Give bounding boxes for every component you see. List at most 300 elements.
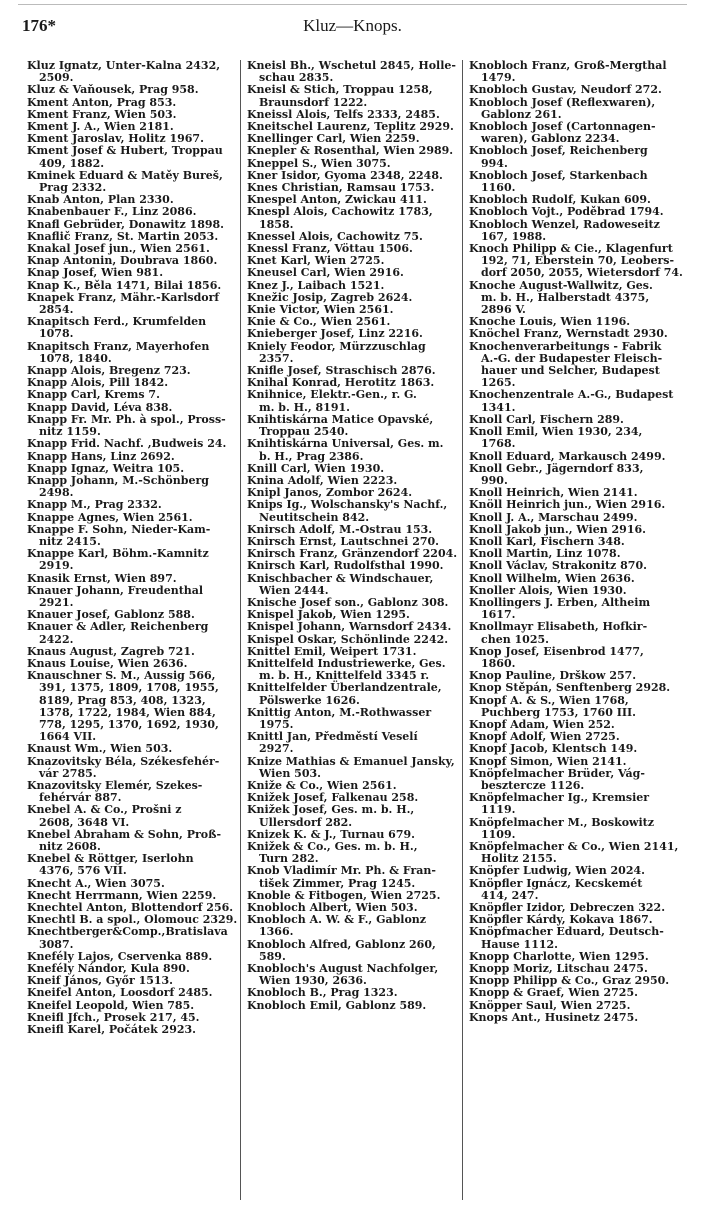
directory-entry xyxy=(27,341,235,365)
entry-line: Knittelfeld Industriewerke, Ges. xyxy=(247,656,446,670)
page-title: Kluz—Knops. xyxy=(303,16,402,35)
directory-entry xyxy=(469,97,683,121)
entry-line: Troppau 2540. xyxy=(259,425,349,439)
directory-entry xyxy=(469,206,683,218)
directory-entry xyxy=(469,145,683,169)
entry-line: Knochenzentrale A.-G., Budapest xyxy=(469,388,674,402)
directory-entry xyxy=(469,817,683,841)
entry-line: Knapitsch Ferd., Krumfelden xyxy=(27,315,207,329)
directory-entry xyxy=(247,328,457,340)
entry-line: Knobloch's August Nachfolger, xyxy=(247,962,439,976)
directory-entry xyxy=(469,1012,683,1024)
entry-line: 1078, 1840. xyxy=(39,351,112,365)
entry-line: Knapp Carl, Krems 7. xyxy=(27,388,160,402)
entry-line: 2919. xyxy=(39,559,74,573)
directory-entry xyxy=(27,219,235,231)
entry-line: Knapp Frid. Nachf. ,Budweis 24. xyxy=(27,437,227,451)
entry-line: Knauer Johann, Freudenthal xyxy=(27,583,204,597)
entry-line: 2498. xyxy=(39,486,74,500)
entry-line: Neutitschein 842. xyxy=(259,510,370,524)
column-divider xyxy=(462,60,463,1200)
entry-line: Hause 1112. xyxy=(481,937,558,951)
entry-line: Knihtiskárna Matice Opavské, xyxy=(247,412,434,426)
entry-line: Knill Carl, Wien 1930. xyxy=(247,461,385,475)
entry-line: Knihnice, Elektr.-Gen., r. G. xyxy=(247,388,417,402)
entry-line: Pölswerke 1626. xyxy=(259,693,360,707)
directory-entry xyxy=(247,389,457,413)
entry-line: Wien 503. xyxy=(259,766,321,780)
directory-entry xyxy=(27,853,235,877)
entry-line: Knöpfelmacher M., Boskowitz xyxy=(469,815,655,829)
entry-line: Knez J., Laibach 1521. xyxy=(247,278,385,292)
entry-line: Knob Vladimír Mr. Ph. & Fran- xyxy=(247,864,436,878)
column-divider xyxy=(240,60,241,1200)
entry-line: Ullersdorf 282. xyxy=(259,815,353,829)
directory-entry xyxy=(469,695,683,719)
entry-line: Knapp Johann, M.-Schönberg xyxy=(27,473,209,487)
entry-line: Knet Karl, Wien 2725. xyxy=(247,254,385,268)
entry-line: Knoll Václav, Strakonitz 870. xyxy=(469,559,647,573)
entry-line: Knieberger Josef, Linz 2216. xyxy=(247,327,423,341)
entry-line: Kner Isidor, Gyoma 2348, 2248. xyxy=(247,168,443,182)
entry-line: Kment Josef & Hubert, Troppau xyxy=(27,144,223,158)
directory-entry xyxy=(27,292,235,316)
directory-entry xyxy=(27,670,235,743)
directory-entry xyxy=(469,389,683,413)
entry-line: Knaus Louise, Wien 2636. xyxy=(27,656,188,670)
entry-line: Knechtel Anton, Blottendorf 256. xyxy=(27,901,234,915)
entry-line: dorf 2050, 2055, Wietersdorf 74. xyxy=(481,266,683,280)
entry-line: Knina Adolf, Wien 2223. xyxy=(247,473,398,487)
entry-line: Knie & Co., Wien 2561. xyxy=(247,315,391,329)
directory-entry xyxy=(469,573,683,585)
entry-line: Knoche Louis, Wien 1196. xyxy=(469,315,631,329)
directory-entry xyxy=(247,573,457,597)
directory-entry xyxy=(247,84,457,108)
entry-line: 2608, 3648 VI. xyxy=(39,815,130,829)
entry-line: Knobloch Josef (Reflexwaren), xyxy=(469,95,656,109)
directory-entry xyxy=(247,414,457,438)
directory-entry xyxy=(469,597,683,621)
entry-line: 1860. xyxy=(481,656,516,670)
entry-line: Kment J. A., Wien 2181. xyxy=(27,120,174,134)
directory-entry xyxy=(27,316,235,340)
entry-line: 409, 1882. xyxy=(39,156,105,170)
entry-line: Knobloch Albert, Wien 503. xyxy=(247,901,418,915)
entry-line: Knapp Alois, Bregenz 723. xyxy=(27,364,191,378)
entry-line: 391, 1375, 1809, 1708, 1955, xyxy=(39,681,219,695)
entry-line: Knobloch Wenzel, Radoweseitz xyxy=(469,217,660,231)
directory-entry xyxy=(27,878,235,890)
directory-entry xyxy=(27,451,235,463)
directory-entry xyxy=(27,414,235,438)
entry-line: Knauer Josef, Gablonz 588. xyxy=(27,608,195,622)
directory-entry xyxy=(247,438,457,462)
entry-line: Knittelfelder Überlandzentrale, xyxy=(247,681,442,695)
entry-line: Knobloch Josef, Starkenbach xyxy=(469,168,648,182)
entry-line: Knobloch A. W. & F., Gablonz xyxy=(247,913,427,927)
entry-line: 1664 VII. xyxy=(39,730,97,744)
entry-line: 778, 1295, 1370, 1692, 1930, xyxy=(39,717,219,731)
entry-line: Knebel & Röttger, Iserlohn xyxy=(27,852,194,866)
entry-line: Knižek Josef, Ges. m. b. H., xyxy=(247,803,415,817)
directory-entry xyxy=(469,463,683,487)
entry-line: Knapp M., Prag 2332. xyxy=(27,498,162,512)
entry-line: Knoll Martin, Linz 1078. xyxy=(469,547,621,561)
entry-line: 4376, 576 VII. xyxy=(39,864,127,878)
directory-entry xyxy=(27,499,235,511)
directory-entry xyxy=(247,987,457,999)
entry-line: Knapitsch Franz, Mayerhofen xyxy=(27,339,210,353)
entry-line: fehérvár 887. xyxy=(39,791,122,805)
entry-line: Knoll Karl, Fischern 348. xyxy=(469,534,625,548)
entry-line: Knollingers J. Erben, Altheim xyxy=(469,595,651,609)
directory-entry xyxy=(27,84,235,96)
entry-line: Knihtiskárna Universal, Ges. m. xyxy=(247,437,444,451)
entry-line: Knobloch Gustav, Neudorf 272. xyxy=(469,83,662,97)
entry-line: Knöpfelmacher & Co., Wien 2141, xyxy=(469,840,679,853)
entry-line: Knoll Eduard, Markausch 2499. xyxy=(469,449,666,463)
entry-line: schau 2835. xyxy=(259,71,334,85)
entry-line: 1109. xyxy=(481,827,516,841)
entry-line: Knips Ig., Wolschansky's Nachf., xyxy=(247,498,448,512)
entry-line: nitz 1159. xyxy=(39,425,101,439)
entry-line: Knapp Alois, Pill 1842. xyxy=(27,376,169,390)
entry-line: Kment Anton, Prag 853. xyxy=(27,95,177,109)
entry-line: Knöpfler Ignácz, Kecskemét xyxy=(469,876,643,890)
entry-line: Holitz 2155. xyxy=(481,852,557,866)
directory-entry xyxy=(27,987,235,999)
entry-line: Knapp Fr. Mr. Ph. à spol., Pross- xyxy=(27,412,226,426)
entry-line: Knaflič Franz, St. Martin 2053. xyxy=(27,229,219,243)
directory-entry xyxy=(27,585,235,609)
directory-entry xyxy=(247,634,457,646)
entry-line: 414, 247. xyxy=(481,888,539,902)
entry-line: Knittig Anton, M.-Rothwasser xyxy=(247,705,432,719)
directory-entry xyxy=(27,524,235,548)
entry-line: Kneisl & Stich, Troppau 1258, xyxy=(247,83,433,97)
entry-line: Knirsch Karl, Rudolfsthal 1990. xyxy=(247,559,444,573)
directory-entry xyxy=(247,621,457,633)
entry-line: Puchberg 1753, 1760 III. xyxy=(481,705,636,719)
entry-line: Knasik Ernst, Wien 897. xyxy=(27,571,177,585)
directory-entry xyxy=(27,475,235,499)
entry-line: Knazovitsky Elemér, Szekes- xyxy=(27,778,203,792)
directory-entry xyxy=(469,84,683,96)
directory-entry xyxy=(247,841,457,865)
entry-line: Knauschner S. M., Aussig 566, xyxy=(27,669,216,683)
entry-line: Kment Franz, Wien 503. xyxy=(27,107,177,121)
directory-entry xyxy=(247,804,457,828)
entry-line: Kneifel Anton, Loosdorf 2485. xyxy=(27,986,213,1000)
directory-entry xyxy=(27,829,235,853)
directory-entry xyxy=(27,97,235,109)
entry-line: Knoll Carl, Fischern 289. xyxy=(469,412,624,426)
entry-line: Knechtberger&Comp.,Bratislava xyxy=(27,925,228,939)
entry-line: Knochenverarbeitungs - Fabrik xyxy=(469,339,662,353)
entry-line: Knoll Gebr., Jägerndorf 833, xyxy=(469,461,644,475)
entry-line: 1078. xyxy=(39,327,74,341)
entry-line: Knes Christian, Ramsau 1753. xyxy=(247,181,435,195)
entry-line: 2509. xyxy=(39,71,74,85)
entry-line: Knittel Emil, Weipert 1731. xyxy=(247,644,417,658)
directory-entry xyxy=(247,865,457,889)
entry-line: Knobloch Emil, Gablonz 589. xyxy=(247,998,427,1012)
entry-line: Knop Stěpán, Senftenberg 2928. xyxy=(469,681,671,695)
entry-line: Knespl Alois, Cachowitz 1783, xyxy=(247,205,433,219)
entry-line: 1341. xyxy=(481,400,516,414)
entry-line: Kneitschel Laurenz, Teplitz 2929. xyxy=(247,120,454,134)
entry-line: 8189, Prag 853, 408, 1323, xyxy=(39,693,206,707)
directory-entry xyxy=(469,792,683,816)
directory-entry xyxy=(27,267,235,279)
entry-line: nitz 2415. xyxy=(39,534,101,548)
entry-line: Knaust Wm., Wien 503. xyxy=(27,742,173,756)
entry-line: Knežic Josip, Zagreb 2624. xyxy=(247,290,413,304)
entry-line: 192, 71, Eberstein 70, Leobers- xyxy=(481,254,675,268)
directory-entry xyxy=(469,560,683,572)
directory-entry xyxy=(27,804,235,828)
directory-entry xyxy=(247,731,457,755)
entry-line: Kneifel Leopold, Wien 785. xyxy=(27,998,195,1012)
entry-line: Knakal Josef jun., Wien 2561. xyxy=(27,242,210,256)
entry-line: Knapp David, Léva 838. xyxy=(27,400,173,414)
directory-entry xyxy=(247,756,457,780)
entry-line: Knap K., Běla 1471, Bilai 1856. xyxy=(27,278,222,292)
directory-entry xyxy=(469,743,683,755)
directory-entry xyxy=(469,646,683,670)
directory-entry xyxy=(247,707,457,731)
directory-entry xyxy=(27,438,235,450)
entry-line: Knappe Agnes, Wien 2561. xyxy=(27,510,193,524)
entry-line: Knessel Alois, Cachowitz 75. xyxy=(247,229,423,243)
directory-entry xyxy=(469,219,683,243)
directory-entry xyxy=(27,60,235,84)
directory-entry xyxy=(469,243,683,280)
directory-entry xyxy=(27,548,235,572)
directory-entry xyxy=(469,451,683,463)
top-rule xyxy=(18,4,687,5)
entry-line: Kneif János, Győr 1513. xyxy=(27,974,174,988)
directory-column-left xyxy=(27,59,238,1037)
entry-line: Knispel Johann, Warnsdorf 2434. xyxy=(247,620,452,634)
directory-entry xyxy=(247,341,457,365)
directory-entry xyxy=(247,963,457,987)
directory-entry xyxy=(469,756,683,768)
entry-line: b. H., Prag 2386. xyxy=(259,449,364,463)
entry-line: Knöpfler Kárdy, Kokava 1867. xyxy=(469,913,653,927)
page-number: 176* xyxy=(22,16,56,35)
entry-line: Knafl Gebrüder, Donawitz 1898. xyxy=(27,217,224,231)
entry-line: 1858. xyxy=(259,217,294,231)
entry-line: Knipl Janos, Zombor 2624. xyxy=(247,486,413,500)
directory-entry xyxy=(247,939,457,963)
entry-line: Kminek Eduard & Matěy Bureš, xyxy=(27,168,223,182)
entry-line: Knoller Alois, Wien 1930. xyxy=(469,583,627,597)
entry-line: 2854. xyxy=(39,303,74,317)
entry-line: Kneifl Jfch., Prosek 217, 45. xyxy=(27,1010,200,1024)
entry-line: Knopp Philipp & Co., Graz 2950. xyxy=(469,974,670,988)
entry-line: Kment Jaroslav, Holitz 1967. xyxy=(27,132,204,146)
entry-line: Knischbacher & Windschauer, xyxy=(247,571,434,585)
entry-line: Wien 2444. xyxy=(259,583,329,597)
entry-line: Knoble & Fitbogen, Wien 2725. xyxy=(247,888,441,902)
entry-line: Knöll Heinrich jun., Wien 2916. xyxy=(469,498,666,512)
entry-line: Turn 282. xyxy=(259,852,319,866)
entry-line: Knobloch Alfred, Gablonz 260, xyxy=(247,937,436,951)
entry-line: Knöpfmacher Eduard, Deutsch- xyxy=(469,925,664,939)
directory-entry xyxy=(469,341,683,390)
directory-entry xyxy=(469,768,683,792)
directory-entry xyxy=(469,682,683,694)
directory-entry xyxy=(247,560,457,572)
entry-line: Knoll Emil, Wien 1930, 234, xyxy=(469,425,643,439)
entry-line: Knop Josef, Eisenbrod 1477, xyxy=(469,644,644,658)
entry-line: Knižek Josef, Falkenau 258. xyxy=(247,791,419,805)
directory-entry xyxy=(27,573,235,585)
entry-line: Knižek & Co., Ges. m. b. H., xyxy=(247,840,418,853)
entry-line: Knopf A. & S., Wien 1768, xyxy=(469,693,629,707)
entry-line: 2357. xyxy=(259,351,294,365)
entry-line: Knaus August, Zagreb 721. xyxy=(27,644,195,658)
directory-entry xyxy=(469,328,683,340)
entry-line: Gablonz 261. xyxy=(481,107,562,121)
entry-line: Knappe F. Sohn, Nieder-Kam- xyxy=(27,522,211,536)
entry-line: Knab Anton, Plan 2330. xyxy=(27,193,174,207)
entry-line: 3087. xyxy=(39,937,74,951)
directory-entry xyxy=(27,206,235,218)
entry-line: Knöpper Saul, Wien 2725. xyxy=(469,998,631,1012)
entry-line: Knopf Simon, Wien 2141. xyxy=(469,754,627,768)
entry-line: chen 1025. xyxy=(481,632,549,646)
entry-line: Knobloch Rudolf, Kukan 609. xyxy=(469,193,651,207)
entry-line: besztercze 1126. xyxy=(481,778,585,792)
entry-line: Knecht A., Wien 3075. xyxy=(27,876,165,890)
entry-line: 2927. xyxy=(259,742,294,756)
entry-line: m. b. H., Knittelfeld 3345 r. xyxy=(259,669,430,683)
entry-line: Knize Mathias & Emanuel Jansky, xyxy=(247,754,455,768)
entry-line: Knobloch Josef (Cartonnagen- xyxy=(469,120,656,134)
entry-line: 1975. xyxy=(259,717,294,731)
directory-entry xyxy=(469,987,683,999)
entry-line: Knopp Charlotte, Wien 1295. xyxy=(469,949,649,963)
entry-line: Knobloch Vojt., Poděbrad 1794. xyxy=(469,205,664,219)
entry-line: Knöpfer Ludwig, Wien 2024. xyxy=(469,864,645,878)
directory-entry xyxy=(469,426,683,450)
entry-line: Prag 2332. xyxy=(39,181,107,195)
directory-entry xyxy=(27,780,235,804)
entry-line: Knessl Franz, Vöttau 1506. xyxy=(247,242,413,256)
entry-line: Knöpfler Izidor, Debreczen 322. xyxy=(469,901,666,915)
entry-line: Knapp Hans, Linz 2692. xyxy=(27,449,175,463)
entry-line: Knecht Herrmann, Wien 2259. xyxy=(27,888,217,902)
entry-line: Knopf Adam, Wien 252. xyxy=(469,717,615,731)
entry-line: Knoll Wilhelm, Wien 2636. xyxy=(469,571,635,585)
directory-entry xyxy=(469,60,683,84)
entry-line: Knobloch B., Prag 1323. xyxy=(247,986,398,1000)
directory-entry xyxy=(247,267,457,279)
entry-line: Knöpfelmacher Ig., Kremsier xyxy=(469,791,650,805)
entry-line: 2921. xyxy=(39,595,74,609)
directory-entry xyxy=(247,658,457,682)
directory-entry xyxy=(247,914,457,938)
entry-line: Knap Josef, Wien 981. xyxy=(27,266,164,280)
entry-line: nitz 2608. xyxy=(39,840,101,853)
directory-entry xyxy=(469,878,683,902)
entry-line: Knoche August-Wallwitz, Ges. xyxy=(469,278,653,292)
directory-entry xyxy=(469,499,683,511)
directory-entry xyxy=(247,499,457,523)
entry-line: Knirsch Adolf, M.-Ostrau 153. xyxy=(247,522,433,536)
entry-line: Knespel Anton, Zwickau 411. xyxy=(247,193,427,207)
entry-line: Knoll J. A., Marschau 2499. xyxy=(469,510,638,524)
entry-line: Knie Victor, Wien 2561. xyxy=(247,303,394,317)
entry-line: Knispel Jakob, Wien 1295. xyxy=(247,608,410,622)
directory-entry xyxy=(247,60,457,84)
entry-line: Kneusel Carl, Wien 2916. xyxy=(247,266,404,280)
directory-entry xyxy=(27,1000,235,1012)
entry-line: 990. xyxy=(481,473,508,487)
entry-line: Knöchel Franz, Wernstadt 2930. xyxy=(469,327,668,341)
entry-line: Knapp Ignaz, Weitra 105. xyxy=(27,461,185,475)
entry-line: Wien 1930, 2636. xyxy=(259,974,367,988)
entry-line: Knebel Abraham & Sohn, Proß- xyxy=(27,827,222,841)
entry-line: Kneissl Alois, Telfs 2333, 2485. xyxy=(247,107,440,121)
entry-line: Knappe Karl, Böhm.-Kamnitz xyxy=(27,547,209,561)
entry-line: Knebel A. & Co., Prošni z xyxy=(27,803,182,817)
entry-line: 994. xyxy=(481,156,508,170)
entry-line: Knische Josef son., Gablonz 308. xyxy=(247,595,449,609)
directory-entry xyxy=(27,512,235,524)
directory-entry xyxy=(27,756,235,780)
entry-line: Kniže & Co., Wien 2561. xyxy=(247,778,397,792)
entry-line: A.-G. der Budapester Fleisch- xyxy=(481,351,663,365)
directory-entry xyxy=(27,389,235,401)
entry-line: Knittl Jan, Předměstí Veselí xyxy=(247,730,418,744)
entry-line: Knobloch Franz, Groß-Mergthal xyxy=(469,59,667,72)
entry-line: 1378, 1722, 1984, Wien 884, xyxy=(39,705,216,719)
entry-line: Knops Ant., Husinetz 2475. xyxy=(469,1010,639,1024)
entry-line: Knoch Philipp & Cie., Klagenfurt xyxy=(469,242,673,256)
entry-line: Knihal Konrad, Herotitz 1863. xyxy=(247,376,435,390)
entry-line: 1768. xyxy=(481,437,516,451)
entry-line: m. b. H., 8191. xyxy=(259,400,350,414)
directory-entry xyxy=(247,158,457,170)
entry-line: Knöpfelmacher Brüder, Vág- xyxy=(469,766,645,780)
entry-line: 1617. xyxy=(481,608,516,622)
entry-line: Knauer & Adler, Reichenberg xyxy=(27,620,209,634)
entry-line: Kluz & Vaňousek, Prag 958. xyxy=(27,83,199,97)
directory-entry xyxy=(469,121,683,145)
entry-line: waren), Gablonz 2234. xyxy=(481,132,620,146)
entry-line: 2422. xyxy=(39,632,74,646)
entry-line: Knizek K. & J., Turnau 679. xyxy=(247,827,415,841)
directory-entry xyxy=(469,621,683,645)
entry-line: Kluz Ignatz, Unter-Kalna 2432, xyxy=(27,59,221,72)
entry-line: Knapek Franz, Mähr.-Karlsdorf xyxy=(27,290,220,304)
entry-line: Knispel Oskar, Schönlinde 2242. xyxy=(247,632,449,646)
entry-line: Knoll Jakob jun., Wien 2916. xyxy=(469,522,646,536)
directory-column-middle xyxy=(247,60,457,1012)
entry-line: Kneisl Bh., Wschetul 2845, Holle- xyxy=(247,59,456,72)
entry-line: 589. xyxy=(259,949,286,963)
entry-line: Knollmayr Elisabeth, Hofkir- xyxy=(469,620,648,634)
entry-line: 1119. xyxy=(481,803,516,817)
entry-line: tišek Zimmer, Prag 1245. xyxy=(259,876,416,890)
entry-line: Kneifl Karel, Počátek 2923. xyxy=(27,1023,196,1037)
directory-entry xyxy=(247,682,457,706)
entry-line: Knirsch Ernst, Lautschnei 270. xyxy=(247,534,439,548)
